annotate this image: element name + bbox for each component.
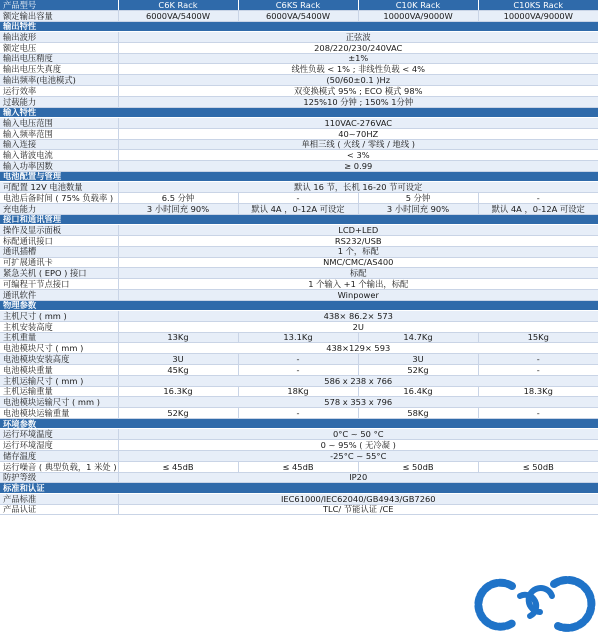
spec-label: 输出频率(电池模式): [0, 75, 118, 86]
spec-label: 输入功率因数: [0, 161, 118, 172]
spec-row: [0, 161, 598, 172]
spec-row: [0, 182, 598, 193]
spec-row: [0, 343, 598, 354]
spec-label: 通讯插槽: [0, 246, 118, 257]
spec-row: [0, 268, 598, 279]
spec-label: 主机尺寸 ( mm ): [0, 311, 118, 322]
spec-value: TLC/ 节能认证 /CE: [118, 504, 598, 515]
spec-label: 主机安装高度: [0, 321, 118, 332]
spec-label: 电池模块尺寸 ( mm ): [0, 343, 118, 354]
section-header: [0, 214, 598, 224]
section-title: 物理参数: [0, 300, 598, 310]
section-header: [0, 483, 598, 493]
spec-row: [0, 354, 598, 365]
spec-label: 标配通讯接口: [0, 235, 118, 246]
section-header: [0, 171, 598, 181]
spec-value: LCD+LED: [118, 225, 598, 236]
spec-value: 16.4Kg: [358, 386, 478, 397]
spec-label: 额定输出容量: [0, 10, 118, 21]
spec-value: ≥ 0.99: [118, 161, 598, 172]
spec-label: 可配置 12V 电池数量: [0, 182, 118, 193]
spec-label: 可扩展通讯卡: [0, 257, 118, 268]
spec-value: 13.1Kg: [238, 332, 358, 343]
header-model-c10ks: C10KS Rack: [478, 0, 598, 10]
spec-value: 3U: [118, 354, 238, 365]
spec-value: 2U: [118, 321, 598, 332]
spec-value: 6000VA/5400W: [238, 10, 358, 21]
spec-row: [0, 472, 598, 483]
spec-label: 输出电压精度: [0, 53, 118, 64]
header-label: 产品型号: [0, 0, 118, 10]
spec-value: -: [238, 354, 358, 365]
spec-row: [0, 31, 598, 42]
spec-value: 正弦波: [118, 31, 598, 42]
spec-label: 电池模块运输尺寸 ( mm ): [0, 397, 118, 408]
section-title: 输入特性: [0, 107, 598, 117]
spec-value: 58Kg: [358, 408, 478, 419]
spec-label: 紧急关机 ( EPO ) 接口: [0, 268, 118, 279]
spec-value: 18Kg: [238, 386, 358, 397]
spec-label: 防护等级: [0, 472, 118, 483]
spec-row: [0, 10, 598, 21]
spec-value: 0 ~ 95% ( 无冷凝 ): [118, 440, 598, 451]
spec-value: IEC61000/IEC62040/GB4943/GB7260: [118, 493, 598, 504]
spec-value: 40~70HZ: [118, 128, 598, 139]
spec-value: 125%10 分钟 ; 150% 1分钟: [118, 96, 598, 107]
spec-row: [0, 257, 598, 268]
spec-label: 主机重量: [0, 332, 118, 343]
spec-value: 默认 16 节，长机 16-20 节可设定: [118, 182, 598, 193]
spec-row: [0, 235, 598, 246]
header-model-c10k: C10K Rack: [358, 0, 478, 10]
spec-value: 6000VA/5400W: [118, 10, 238, 21]
spec-value: 578 x 353 x 796: [118, 397, 598, 408]
spec-value: 1 个，标配: [118, 246, 598, 257]
spec-label: 运行效率: [0, 85, 118, 96]
spec-label: 输出波形: [0, 31, 118, 42]
spec-label: 输入谐波电流: [0, 150, 118, 161]
section-title: 环境参数: [0, 419, 598, 429]
spec-row: [0, 85, 598, 96]
spec-value: 默认 4A ，0-12A 可设定: [478, 203, 598, 214]
spec-label: 主机运输尺寸 ( mm ): [0, 375, 118, 386]
spec-value: < 3%: [118, 150, 598, 161]
spec-value: -: [478, 365, 598, 376]
spec-label: 电池模块安装高度: [0, 354, 118, 365]
spec-value: 13Kg: [118, 332, 238, 343]
section-header: [0, 21, 598, 31]
spec-value: ≤ 45dB: [238, 461, 358, 472]
spec-label: 储存温度: [0, 451, 118, 462]
spec-value: NMC/CMC/AS400: [118, 257, 598, 268]
spec-label: 输入频率范围: [0, 128, 118, 139]
spec-row: [0, 42, 598, 53]
spec-value: 110VAC-276VAC: [118, 117, 598, 128]
spec-value: IP20: [118, 472, 598, 483]
spec-row: [0, 53, 598, 64]
spec-value: 默认 4A ，0-12A 可设定: [238, 203, 358, 214]
spec-row: [0, 375, 598, 386]
spec-value: 10000VA/9000W: [478, 10, 598, 21]
spec-value: 586 x 238 x 766: [118, 375, 598, 386]
spec-value: 单相三线 ( 火线 / 零线 / 地线 ): [118, 139, 598, 150]
spec-row: [0, 225, 598, 236]
spec-value: -: [478, 354, 598, 365]
spec-label: 电池模块运输重量: [0, 408, 118, 419]
spec-value: (50/60±0.1 )Hz: [118, 75, 598, 86]
spec-row: [0, 246, 598, 257]
spec-value: 1 个输入 +1 个输出，标配: [118, 279, 598, 290]
spec-label: 主机运输重量: [0, 386, 118, 397]
spec-row: [0, 139, 598, 150]
section-title: 电池配置与管理: [0, 171, 598, 181]
spec-value: ≤ 50dB: [478, 461, 598, 472]
spec-label: 电池后备时间 ( 75% 负载率 ): [0, 193, 118, 204]
header-model-c6k: C6K Rack: [118, 0, 238, 10]
spec-row: [0, 332, 598, 343]
spec-value: Winpower: [118, 289, 598, 300]
spec-row: [0, 504, 598, 515]
spec-row: [0, 451, 598, 462]
spec-value: ≤ 50dB: [358, 461, 478, 472]
spec-value: 0°C ~ 50 °C: [118, 429, 598, 440]
spec-label: 输入电压范围: [0, 117, 118, 128]
spec-row: [0, 64, 598, 75]
spec-value: -25°C ~ 55°C: [118, 451, 598, 462]
spec-value: -: [238, 193, 358, 204]
spec-value: ≤ 45dB: [118, 461, 238, 472]
spec-value: 438× 86.2× 573: [118, 311, 598, 322]
spec-label: 额定电压: [0, 42, 118, 53]
spec-value: -: [478, 193, 598, 204]
spec-row: [0, 75, 598, 86]
spec-value: 3 小时回充 90%: [358, 203, 478, 214]
spec-value: 45Kg: [118, 365, 238, 376]
spec-value: -: [478, 408, 598, 419]
spec-value: 10000VA/9000W: [358, 10, 478, 21]
section-header: [0, 419, 598, 429]
spec-label: 输出电压失真度: [0, 64, 118, 75]
spec-value: 15Kg: [478, 332, 598, 343]
spec-label: 充电能力: [0, 203, 118, 214]
spec-value: 18.3Kg: [478, 386, 598, 397]
spec-value: 双变换模式 95% ; ECO 模式 98%: [118, 85, 598, 96]
ring-logo-icon: [470, 574, 598, 636]
spec-row: [0, 397, 598, 408]
section-title: 接口和通讯管理: [0, 214, 598, 224]
header-model-c6ks: C6KS Rack: [238, 0, 358, 10]
spec-value: RS232/USB: [118, 235, 598, 246]
spec-value: 438×129× 593: [118, 343, 598, 354]
spec-value: 3U: [358, 354, 478, 365]
spec-label: 运行环境温度: [0, 429, 118, 440]
spec-row: [0, 493, 598, 504]
spec-row: [0, 289, 598, 300]
spec-label: 通讯软件: [0, 289, 118, 300]
spec-label: 运行噪音 ( 典型负载，1 米处 ): [0, 461, 118, 472]
spec-row: [0, 386, 598, 397]
spec-label: 电池模块重量: [0, 365, 118, 376]
section-header: [0, 107, 598, 117]
spec-value: 52Kg: [358, 365, 478, 376]
spec-value: -: [238, 408, 358, 419]
spec-label: 运行环境湿度: [0, 440, 118, 451]
spec-label: 输入连接: [0, 139, 118, 150]
spec-row: [0, 117, 598, 128]
spec-value: 208/220/230/240VAC: [118, 42, 598, 53]
spec-row: [0, 203, 598, 214]
section-header: [0, 300, 598, 310]
spec-row: [0, 128, 598, 139]
section-title: 输出特性: [0, 21, 598, 31]
spec-label: 可编程干节点接口: [0, 279, 118, 290]
spec-label: 过载能力: [0, 96, 118, 107]
spec-value: 52Kg: [118, 408, 238, 419]
spec-value: 3 小时回充 90%: [118, 203, 238, 214]
spec-value: 16.3Kg: [118, 386, 238, 397]
spec-label: 产品认证: [0, 504, 118, 515]
section-title: 标准和认证: [0, 483, 598, 493]
spec-row: [0, 193, 598, 204]
header-row: [0, 0, 598, 10]
spec-row: [0, 96, 598, 107]
spec-row: [0, 365, 598, 376]
spec-row: [0, 311, 598, 322]
spec-row: [0, 429, 598, 440]
spec-value: ±1%: [118, 53, 598, 64]
spec-value: -: [238, 365, 358, 376]
spec-label: 产品标准: [0, 493, 118, 504]
spec-label: 操作及显示面板: [0, 225, 118, 236]
spec-row: [0, 408, 598, 419]
spec-value: 5 分钟: [358, 193, 478, 204]
spec-value: 14.7Kg: [358, 332, 478, 343]
spec-value: 标配: [118, 268, 598, 279]
spec-row: [0, 461, 598, 472]
spec-row: [0, 279, 598, 290]
spec-row: [0, 150, 598, 161]
spec-row: [0, 440, 598, 451]
spec-value: 线性负载 < 1% ; 非线性负载 < 4%: [118, 64, 598, 75]
spec-value: 6.5 分钟: [118, 193, 238, 204]
spec-row: [0, 321, 598, 332]
